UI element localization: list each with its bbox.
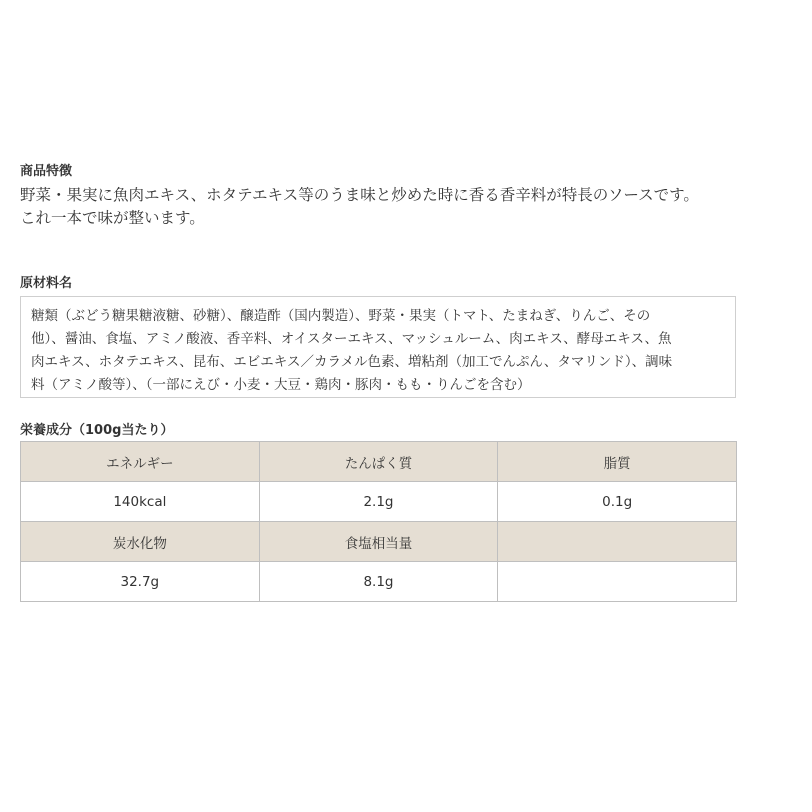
features-line: 野菜・果実に魚肉エキス、ホタテエキス等のうま味と炒めた時に香る香辛料が特長のソースです。	[20, 186, 699, 204]
nutrition-header-row	[21, 442, 737, 482]
nutrition-header-row	[21, 522, 737, 562]
nutrition-header-empty	[498, 522, 737, 562]
nutrition-value-fat: 0.1g	[498, 482, 737, 522]
nutrition-title: 栄養成分（100g当たり）	[20, 423, 174, 438]
nutrition-table	[20, 441, 737, 602]
ingredients-line: 糖類（ぶどう糖果糖液糖、砂糖）、醸造酢（国内製造）、野菜・果実（トマト、たまねぎ、りんご、その	[31, 308, 651, 324]
nutrition-value-row	[21, 562, 737, 602]
ingredients-box	[20, 296, 736, 398]
ingredients-title: 原材料名	[20, 276, 73, 291]
nutrition-value-energy: 140kcal	[21, 482, 260, 522]
nutrition-header-salt: 食塩相当量	[259, 522, 498, 562]
nutrition-value-salt: 8.1g	[259, 562, 498, 602]
nutrition-value-empty	[498, 562, 737, 602]
ingredients-line: 料（アミノ酸等）、（一部にえび・小麦・大豆・鶏肉・豚肉・もも・りんごを含む）	[31, 377, 531, 393]
nutrition-header-protein: たんぱく質	[259, 442, 498, 482]
features-line: これ一本で味が整います。	[20, 209, 205, 227]
nutrition-value-carbohydrate: 32.7g	[21, 562, 260, 602]
nutrition-value-row	[21, 482, 737, 522]
features-title: 商品特徴	[20, 164, 73, 179]
nutrition-header-fat: 脂質	[498, 442, 737, 482]
ingredients-line: 他）、醤油、食塩、アミノ酸液、香辛料、オイスターエキス、マッシュルーム、肉エキス、酵母エキス、魚	[31, 331, 672, 347]
features-description	[20, 184, 780, 230]
nutrition-header-energy: エネルギー	[21, 442, 260, 482]
nutrition-value-protein: 2.1g	[259, 482, 498, 522]
nutrition-header-carbohydrate: 炭水化物	[21, 522, 260, 562]
ingredients-line: 肉エキス、ホタテエキス、昆布、エビエキス／カラメル色素、増粘剤（加工でんぷん、タマリンド）、調味	[31, 354, 673, 370]
